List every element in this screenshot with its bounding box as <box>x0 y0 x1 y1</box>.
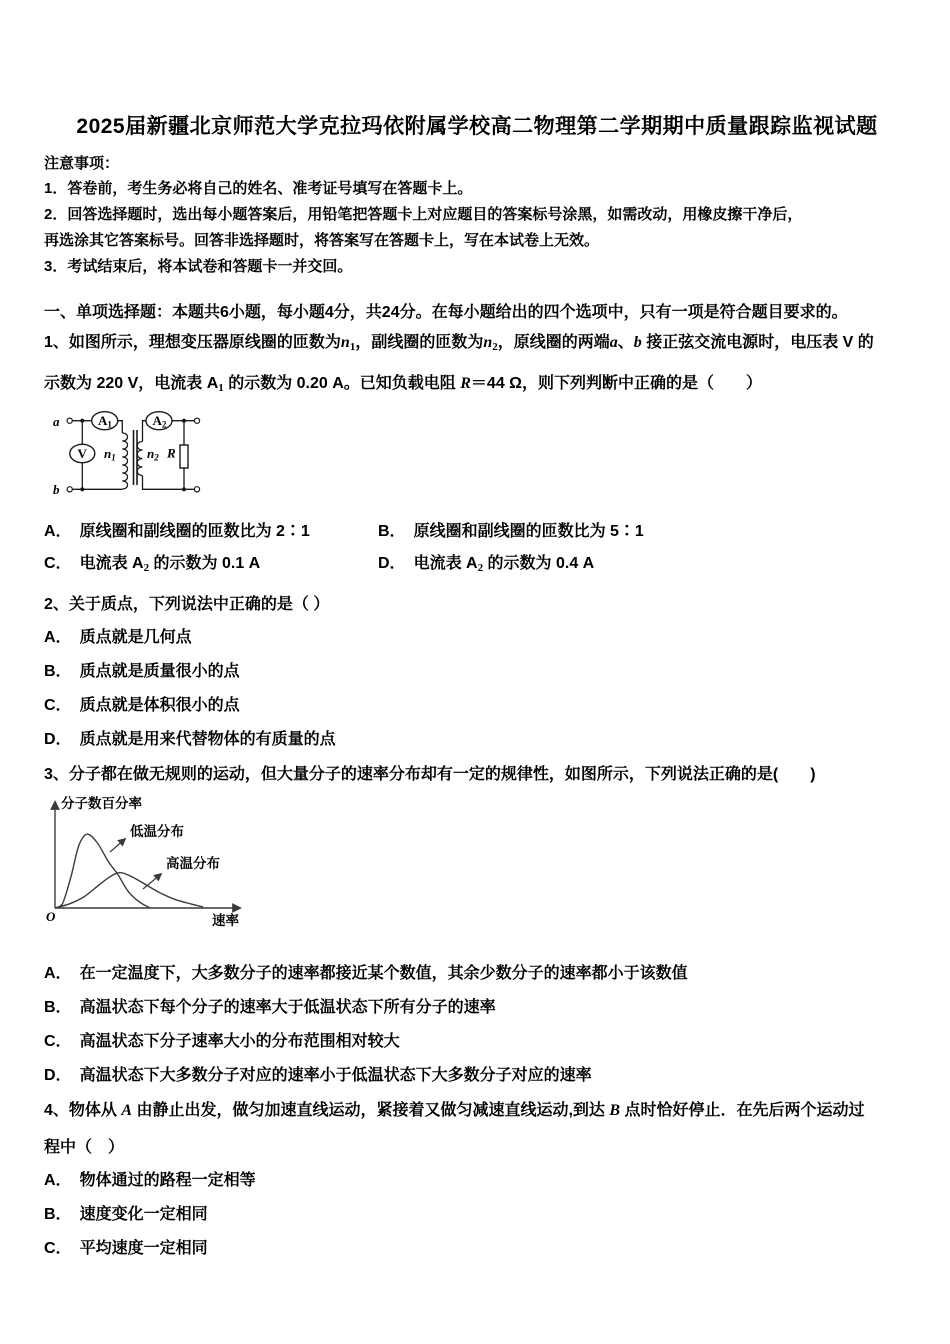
question-4-stem-line-1: 4、物体从 A 由静止出发，做匀加速直线运动，紧接着又做匀减速直线运动,到达 B 点时恰好停止．在先后两个运动过 <box>44 1102 865 1119</box>
terminal-a-label: a <box>53 414 60 429</box>
q4-option-c: C． 平均速度一定相同 <box>44 1240 208 1257</box>
low-temp-label: 低温分布 <box>130 824 184 839</box>
y-axis-label: 分子数百分率 <box>61 796 142 811</box>
question-4-stem-line-2: 程中（ ） <box>44 1139 125 1156</box>
q1-option-b: B． 原线圈和副线圈的匝数比为 5∶1 <box>378 523 644 540</box>
ammeter-1-label: A1 <box>98 413 112 430</box>
q2-option-d: D． 质点就是用来代替物体的有质量的点 <box>44 731 336 748</box>
secondary-coil-label: n2 <box>147 446 159 463</box>
q2-option-b: B． 质点就是质量很小的点 <box>44 663 240 680</box>
question-1 <box>44 331 910 580</box>
note-line-1: 1．答卷前，考生务必将自己的姓名、准考证号填写在答题卡上。 <box>44 180 473 197</box>
low-temp-leader-arrow <box>110 839 125 852</box>
transformer-circuit-diagram <box>46 405 910 505</box>
question-2-options <box>44 621 910 757</box>
q1-option-d: D． 电流表 A2 的示数为 0.4 A <box>378 555 595 574</box>
output-terminal-bottom <box>194 487 199 492</box>
terminal-a <box>67 418 72 423</box>
terminal-b <box>67 487 72 492</box>
q3-option-b: B． 高温状态下每个分子的速率大于低温状态下所有分子的速率 <box>44 999 496 1016</box>
question-1-stem-line-1: 1、如图所示，理想变压器原线圈的匝数为n1，副线圈的匝数为n2，原线圈的两端a、b 接正弦交流电源时，电压表 V 的 <box>44 334 874 353</box>
page-title: 2025届新疆北京师范大学克拉玛依附属学校高二物理第二学期期中质量跟踪监视试题 <box>76 115 878 138</box>
notes-header: 注意事项： <box>44 155 120 172</box>
section-1-header: 一、单项选择题：本题共6小题，每小题4分，共24分。在每小题给出的四个选项中，只有一项是符合题目要求的。 <box>44 304 848 321</box>
q1-option-a: A． 原线圈和副线圈的匝数比为 2∶1 <box>44 523 310 540</box>
ammeter-2-label: A2 <box>152 413 167 430</box>
question-3-options <box>44 957 910 1093</box>
question-4 <box>44 1099 910 1266</box>
q3-option-d: D． 高温状态下大多数分子对应的速率小于低温状态下大多数分子对应的速率 <box>44 1067 592 1084</box>
question-3-stem: 3、分子都在做无规则的运动，但大量分子的速率分布却有一定的规律性，如图所示，下列说法正确的是( ) <box>44 766 816 783</box>
high-temp-curve <box>55 873 203 908</box>
question-4-options <box>44 1164 910 1266</box>
question-2-stem: 2、关于质点，下列说法中正确的是（ ） <box>44 596 330 613</box>
q2-option-c: C． 质点就是体积很小的点 <box>44 697 240 714</box>
question-1-stem-line-2: 示数为 220 V，电流表 A1 的示数为 0.20 A。已知负载电阻 R＝44 Ω，则下列判断中正确的是（ ） <box>44 375 762 394</box>
question-2 <box>44 593 910 757</box>
q3-option-c: C． 高温状态下分子速率大小的分布范围相对较大 <box>44 1033 400 1050</box>
note-line-3: 3．考试结束后，将本试卷和答题卡一并交回。 <box>44 258 353 275</box>
terminal-b-label: b <box>53 482 60 497</box>
low-temp-curve <box>55 834 150 908</box>
secondary-coil <box>137 442 142 476</box>
junction-dot <box>182 487 186 491</box>
output-terminal-top <box>194 418 199 423</box>
high-temp-leader-arrow <box>143 874 161 889</box>
q4-option-b: B． 速度变化一定相同 <box>44 1206 208 1223</box>
question-3 <box>44 763 910 1093</box>
resistor-label: R <box>167 445 176 461</box>
x-axis-label: 速率 <box>212 913 239 928</box>
load-resistor <box>180 445 188 468</box>
origin-label: O <box>46 909 56 924</box>
note-line-2: 2．回答选择题时，选出每小题答案后，用铅笔把答题卡上对应题目的答案标号涂黑，如需改动，用橡皮擦干净后， <box>44 206 803 223</box>
primary-coil-label: n1 <box>104 446 116 463</box>
voltmeter-label: V <box>77 446 87 461</box>
junction-dot <box>80 487 84 491</box>
primary-coil <box>122 433 127 489</box>
question-1-options <box>44 520 910 580</box>
q2-option-a: A． 质点就是几何点 <box>44 629 192 646</box>
note-line-2-cont: 再选涂其它答案标号。回答非选择题时，将答案写在答题卡上，写在本试卷上无效。 <box>44 232 600 249</box>
q1-option-c: C． 电流表 A2 的示数为 0.1 A <box>44 555 261 574</box>
high-temp-label: 高温分布 <box>166 856 220 871</box>
q3-option-a: A． 在一定温度下，大多数分子的速率都接近某个数值，其余少数分子的速率都小于该数值 <box>44 965 688 982</box>
q4-option-a: A． 物体通过的路程一定相等 <box>44 1172 256 1189</box>
speed-distribution-graph <box>44 791 910 931</box>
notes-section <box>44 151 910 280</box>
